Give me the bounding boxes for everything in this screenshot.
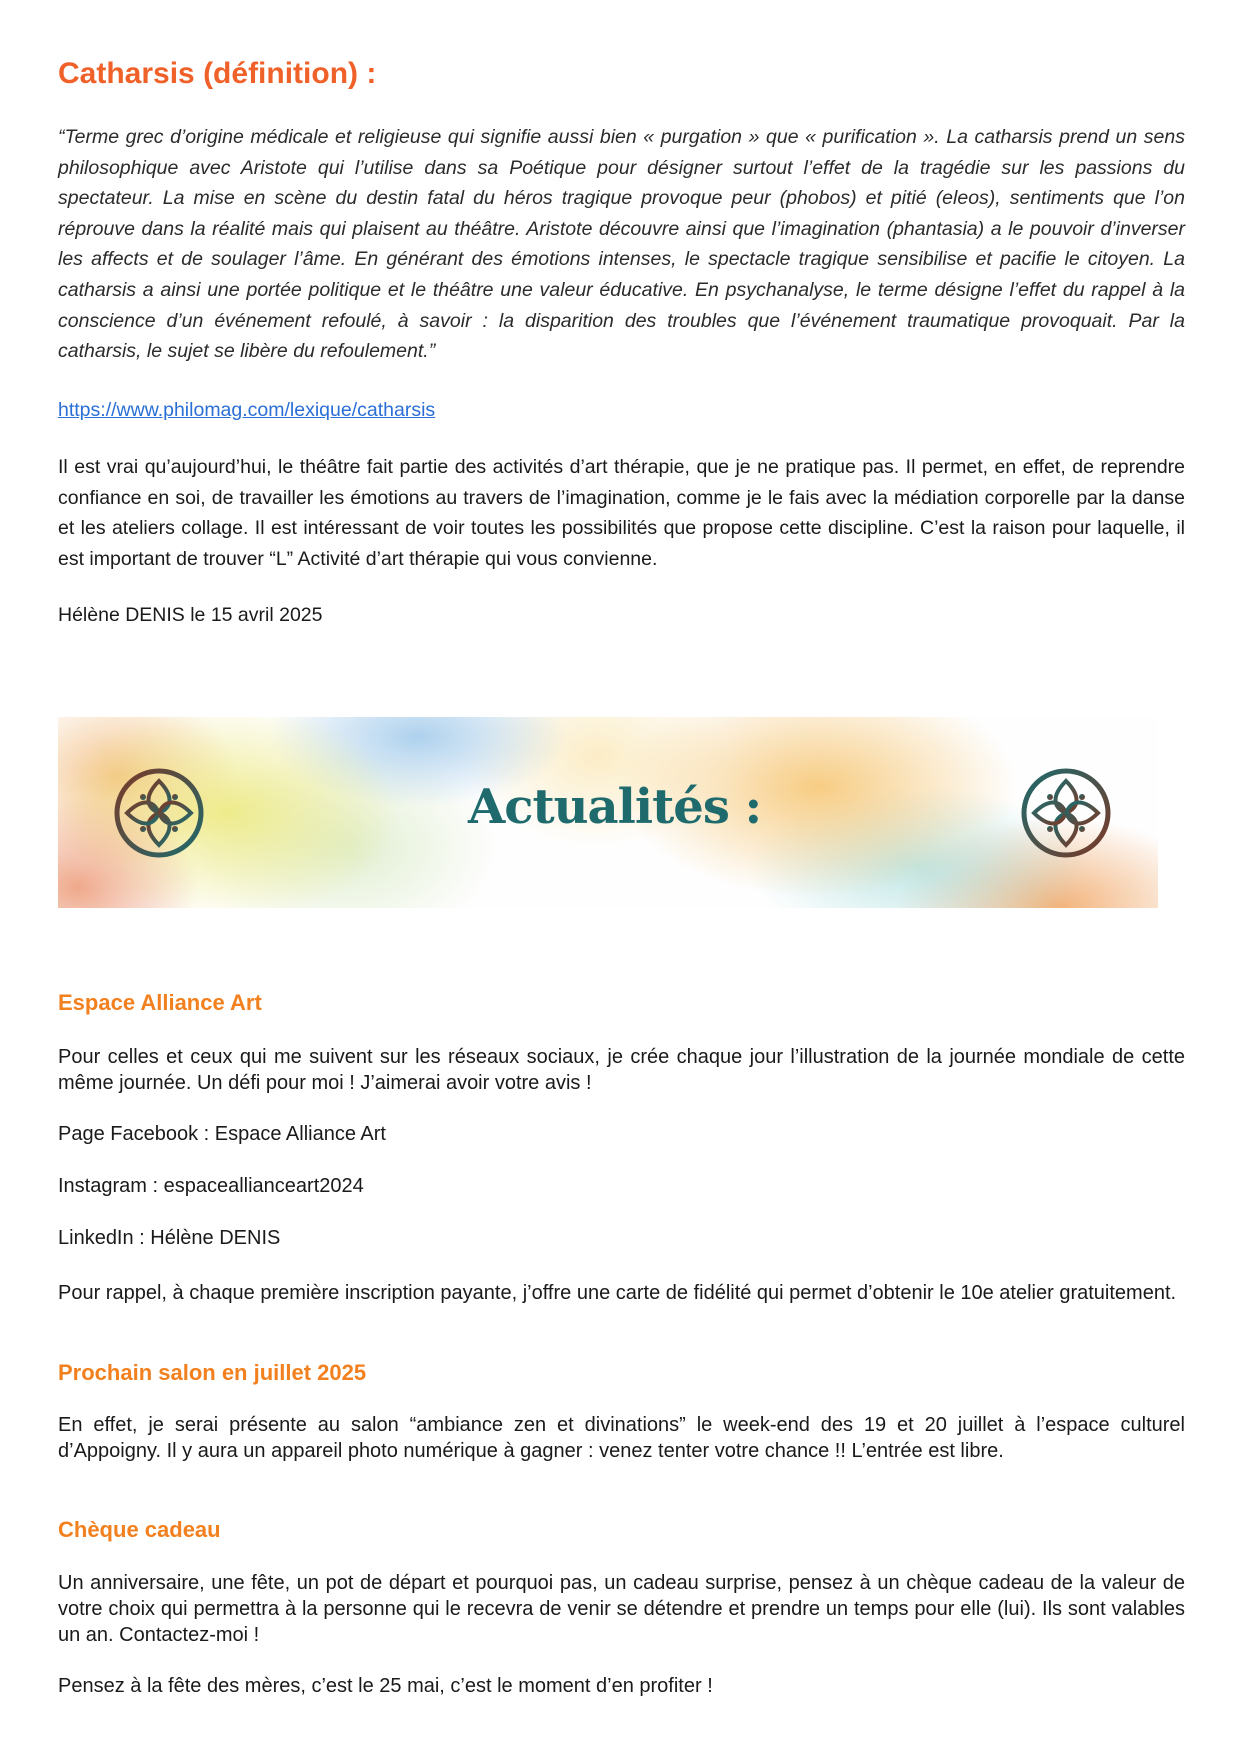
- flower-emblem-icon: [113, 767, 205, 859]
- espace-alliance-intro: Pour celles et ceux qui me suivent sur les réseaux sociaux, je crée chaque jour l’illustration de la journée mondiale de cette même journée. Un défi pour moi ! J’aimerai avoir votre avis !: [58, 1046, 1185, 1094]
- source-link[interactable]: https://www.philomag.com/lexique/catharsis: [58, 399, 436, 421]
- news-banner: [58, 717, 1158, 908]
- facebook-line: Page Facebook : Espace Alliance Art: [58, 1123, 386, 1145]
- flower-emblem-icon: [1020, 767, 1112, 859]
- section-heading-gift-voucher: Chèque cadeau: [58, 1517, 221, 1542]
- salon-text: En effet, je serai présente au salon “ambiance zen et divinations” le week-end des 19 et 20 juillet à l’espace culturel d’Appoigny. Il y aura un appareil photo numérique à gagner : venez tenter votre chance !! L’entrée est libre.: [58, 1414, 1185, 1462]
- loyalty-card-text: Pour rappel, à chaque première inscription payante, j’offre une carte de fidélité qui permet d’obtenir le 10e atelier gratuitement.: [58, 1282, 1177, 1304]
- section-heading-espace-alliance-art: Espace Alliance Art: [58, 990, 262, 1015]
- signature: Hélène DENIS le 15 avril 2025: [58, 604, 323, 626]
- definition-title: Catharsis (définition) :: [58, 57, 377, 90]
- section-heading-salon: Prochain salon en juillet 2025: [58, 1360, 367, 1385]
- linkedin-line: LinkedIn : Hélène DENIS: [58, 1227, 281, 1249]
- mothers-day-reminder: Pensez à la fête des mères, c’est le 25 mai, c’est le moment d’en profiter !: [58, 1675, 713, 1697]
- gift-voucher-text: Un anniversaire, une fête, un pot de départ et pourquoi pas, un cadeau surprise, pensez à un chèque cadeau de la valeur de votre choix qui permettra à la personne qui le recevra de venir se détendre et prendre un temps pour elle (lui). Ils sont valables un an. Contactez-moi !: [58, 1572, 1185, 1646]
- definition-quote: “Terme grec d’origine médicale et religieuse qui signifie aussi bien « purgation » que « purification ». La catharsis prend un sens philosophique avec Aristote qui l’utilise dans sa Poétique pour désigner surtout l’effet de la tragédie sur les passions du spectateur. La mise en scène du destin fatal du héros tragique provoque peur (phobos) et pitié (eleos), sentiments que l’on réprouve dans la réalité mais qui plaisent au théâtre. Aristote découvre ainsi que l’imagination (phantasia) a le pouvoir d’inverser les affects et de soulager l’âme. En générant des émotions intenses, le spectacle tragique sensibilise et pacifie le citoyen. La catharsis a ainsi une portée politique et le théâtre une valeur éducative. En psychanalyse, le terme désigne l’effet du rappel à la conscience d’un événement refoulé, à savoir : la disparition des troubles que l’événement traumatique provoquait. Par la catharsis, le sujet se libère du refoulement.”: [58, 126, 1185, 363]
- art-therapy-paragraph: Il est vrai qu’aujourd’hui, le théâtre fait partie des activités d’art thérapie, que je ne pratique pas. Il permet, en effet, de reprendre confiance en soi, de travailler les émotions au travers de l’imagination, comme je le fais avec la médiation corporelle par la danse et les ateliers collage. Il est intéressant de voir toutes les possibilités que propose cette discipline. C’est la raison pour laquelle, il est important de trouver “L” Activité d’art thérapie qui vous convienne.: [58, 456, 1185, 570]
- banner-title: Actualités :: [468, 779, 762, 835]
- instagram-line: Instagram : espaceallianceart2024: [58, 1175, 364, 1197]
